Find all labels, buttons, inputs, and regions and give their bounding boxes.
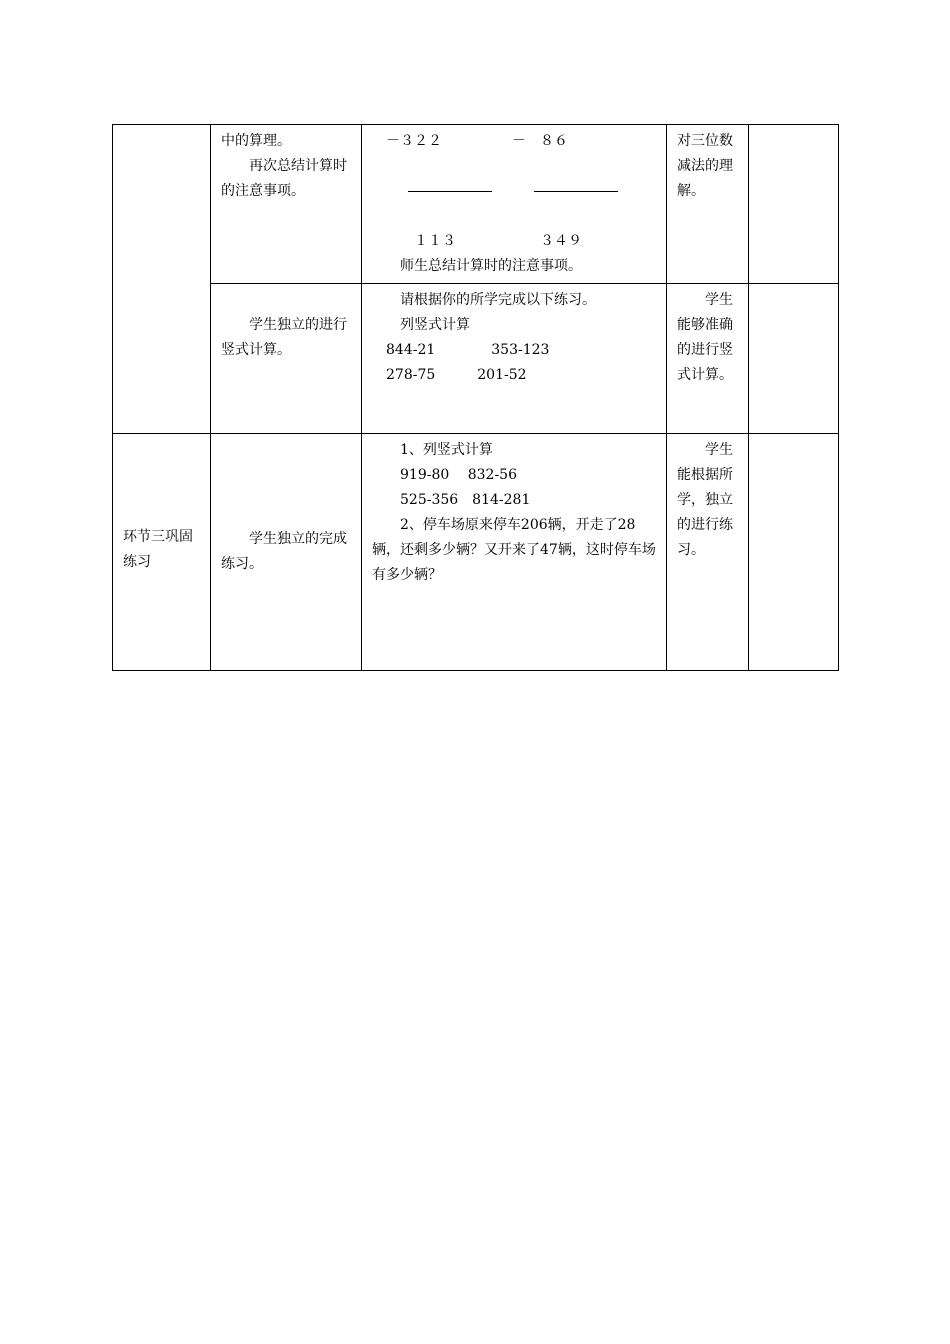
content-line: 师生总结计算时的注意事项。 <box>400 258 582 274</box>
student-activity-text: 中的算理。 <box>221 133 291 149</box>
table-row <box>113 284 839 434</box>
underline-row <box>372 154 656 229</box>
table-row <box>113 434 839 671</box>
intent-cell: 对三位数减法的理解。 <box>667 125 749 284</box>
content-line: 525-356 814-281 <box>400 492 531 508</box>
subtraction-underline <box>408 190 492 192</box>
teaching-content-cell <box>362 284 667 434</box>
content-line: 919-80 832-56 <box>400 467 517 483</box>
content-line: 844-21 353-123 <box>386 342 550 358</box>
teaching-content-cell <box>362 434 667 671</box>
notes-cell <box>749 125 839 284</box>
content-line: 2、停车场原来停车206辆，开走了28辆，还剩多少辆？又开来了47辆，这时停车场有多少辆？ <box>372 517 656 583</box>
stage-cell: 环节三巩固练习 <box>113 434 211 671</box>
student-activity-cell <box>211 284 362 434</box>
content-line: 请根据你的所学完成以下练习。 <box>400 292 596 308</box>
student-activity-text: 再次总结计算时的注意事项。 <box>221 158 347 199</box>
table-row <box>113 125 839 284</box>
notes-cell <box>749 284 839 434</box>
teaching-content-cell <box>362 125 667 284</box>
notes-cell <box>749 434 839 671</box>
student-activity-cell: 学生独立的完成练习。 <box>211 434 362 671</box>
content-line: 列竖式计算 <box>400 317 470 333</box>
intent-cell: 学生能够准确的进行竖式计算。 <box>667 284 749 434</box>
stage-cell <box>113 125 211 434</box>
subtraction-underline <box>534 190 618 192</box>
content-line: 278-75 201-52 <box>386 367 527 383</box>
intent-cell: 学生能根据所学，独立的进行练习。 <box>667 434 749 671</box>
content-line: 1、列竖式计算 <box>400 442 493 458</box>
lesson-plan-table <box>112 124 839 671</box>
student-activity-cell <box>211 125 362 284</box>
student-activity-text: 学生独立的进行竖式计算。 <box>221 317 347 358</box>
content-line: １１３ ３４９ <box>386 233 582 249</box>
content-line: －３２２ － ８６ <box>386 133 568 149</box>
